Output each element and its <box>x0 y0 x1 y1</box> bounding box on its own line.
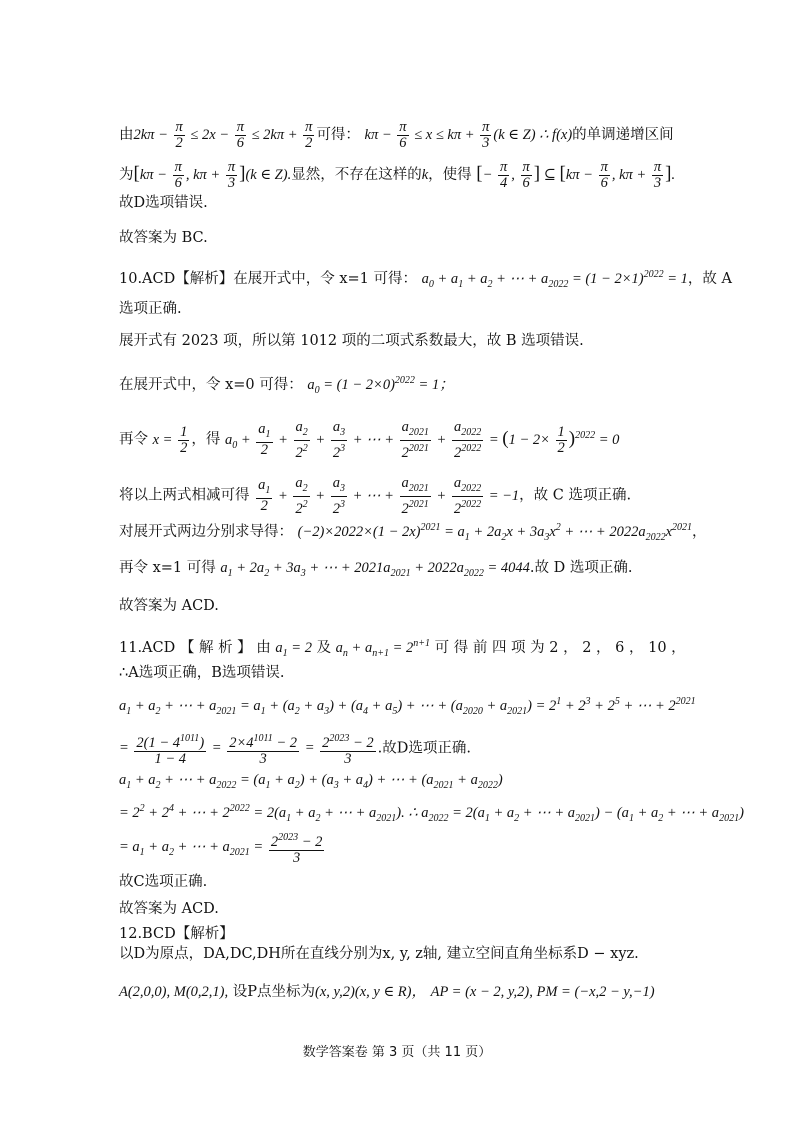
s10-line-6 <box>119 476 694 517</box>
s10-line-1 <box>119 265 732 295</box>
text: 设P点坐标为 <box>232 984 316 1000</box>
text: 将以上两式相减可得 <box>119 487 250 504</box>
math: = $2^2 + 2^4$ + ⋯ + $2^{2022} = 2(a_1 + a_2$ + ⋯ + $a_{2021}$). ∴ $a_{2022} = 2(a_1 + a_2$ + ⋯ + $a_{2021}) - (a_1 + a_2$ + ⋯ + $a_{2021}$) <box>119 803 744 824</box>
s11-line-4 <box>119 731 694 767</box>
text: ，故 A <box>687 270 732 287</box>
text: ，得 <box>191 431 221 448</box>
math: = $\frac{2(1 - 4^{1011})}{1 - 4}$ = $\frac{2\times 4^{1011} - 2}{3}$ = $\frac{2^{2023} - 2}{3}$ <box>119 733 374 767</box>
math: x = $\frac{1}{2}$ <box>152 423 188 456</box>
page-footer: 数学答案卷 第 3 页（共 11 页） <box>302 1045 492 1060</box>
s10-line-3: 展开式有 2023 项，所以第 1012 项的二项式系数最大，故 B 选项错误. <box>119 333 584 349</box>
s11-line-2: ∴A选项正确，B选项错误. <box>119 665 285 681</box>
math: $a_0 = (1 - 2\times 0)^{2022} = 1$； <box>307 375 454 396</box>
math: kπ − $\frac{\pi}{6}$ ≤ x ≤ kπ + $\frac{\pi}{3}$ (k ∈ Z) ∴ f(x) <box>364 119 573 151</box>
s12-line-3 <box>119 982 694 1002</box>
s9-line-3: 故D选项错误. <box>119 195 208 211</box>
math: 2kπ − $\frac{\pi}{2}$ ≤ 2x − $\frac{\pi}{6}$ ≤ 2kπ + $\frac{\pi}{2}$ <box>133 119 313 151</box>
math: $a_1 + a_2$ + ⋯ + $a_{2021} = a_1 + (a_2 + a_3) + (a_4 + a_5)$ + ⋯ + $(a_{2020} + a_{2021}) = 2^1 + 2^3 + 2^5$ + ⋯ + $2^{2021}$ <box>119 696 696 717</box>
text: .故D选项正确. <box>377 740 471 757</box>
text: 11.ACD 【 解 析 】 由 <box>119 639 271 656</box>
text: 再令 <box>119 431 148 448</box>
s11-line-3 <box>119 692 694 722</box>
math: $\frac{a_1}{2}$ + $\frac{a_2}{2^2}$ + $\frac{a_3}{2^3}$ + ⋯ + $\frac{a_{2021}}{2^{2021}}$ + $\frac{a_{2022}}{2^{2022}}$ = −1 <box>258 475 520 517</box>
s10-answer: 故答案为 ACD. <box>119 598 219 614</box>
math: $a_1 + 2a_2 + 3a_3$ + ⋯ + $2021a_{2021} + 2022a_{2022} = 4044$ <box>220 560 530 579</box>
s11-line-5 <box>119 770 694 796</box>
text: .故 D 选项正确. <box>529 560 633 576</box>
s10-line-5 <box>119 420 694 461</box>
text: 由 <box>119 126 134 143</box>
s10-line-4 <box>119 371 694 401</box>
text: 可得： <box>316 126 360 143</box>
text: 对展开式两边分别求导得： <box>119 523 293 540</box>
s10-line-8 <box>119 558 694 584</box>
math: [− $\frac{\pi}{4}$ , $\frac{\pi}{6}$ ] ⊆ [kπ − $\frac{\pi}{6}$ , kπ + $\frac{\pi}{3}$ ]. <box>476 159 676 191</box>
math: AP = (x − 2, y,2), PM = (−x,2 − y,−1) <box>430 984 655 1000</box>
s12-line-2: 以D为原点，DA,DC,DH所在直线分别为x, y, z轴, 建立空间直角坐标系D − xyz. <box>119 946 639 962</box>
math: $a_n + a_{n+1} = 2^{n+1}$ <box>335 638 431 659</box>
s11-answer: 故答案为 ACD. <box>119 901 219 917</box>
s10-line-7: 对展开式两边分别求导得： $(-2)\times 2022\times(1 - 2x)^{2021} = a_1 + 2a_2x + 3a_3x^2$ + ⋯ + $2022a_{2022}x^{2021}$， <box>119 522 707 543</box>
s9-answer: 故答案为 BC. <box>119 230 208 246</box>
text: 显然，不存在这样的 <box>291 166 422 183</box>
s9-line-1 <box>119 120 694 151</box>
math: $(-2)\times 2022\times(1 - 2x)^{2021} = a_1 + 2a_2x + 3a_3x^2$ + ⋯ + $2022a_{2022}x^{2021}$ <box>297 522 693 543</box>
text: 为 <box>119 166 134 183</box>
math: = $a_1 + a_2$ + ⋯ + $a_{2021}$ = $\frac{2^{2023} - 2}{3}$ <box>119 832 323 866</box>
text: 再令 x=1 可得 <box>119 560 216 576</box>
s10-line-2: 选项正确. <box>119 301 182 317</box>
text: 10.ACD【解析】在展开式中，令 x=1 可得： <box>119 270 418 287</box>
s11-line-8: 故C选项正确. <box>119 874 208 890</box>
text: 及 <box>316 639 332 656</box>
math: $a_1 + a_2$ + ⋯ + $a_{2022} = (a_1 + a_2) + (a_3 + a_4)$ + ⋯ + $(a_{2021} + a_{2022})$ <box>119 772 503 791</box>
text: 可 得 前 四 项 为 2 ， 2 ， 6 ， 10 ， <box>434 639 686 656</box>
text: ，使得 <box>428 166 472 183</box>
math: k <box>421 166 429 183</box>
text: 在展开式中，令 x=0 可得： <box>119 376 303 393</box>
s12-line-1: 12.BCD【解析】 <box>119 926 234 942</box>
s9-line-2 <box>119 160 694 191</box>
text: ，故 C 选项正确. <box>519 487 632 504</box>
math: $a_0$ + $\frac{a_1}{2}$ + $\frac{a_2}{2^2}$ + $\frac{a_3}{2^3}$ + ⋯ + $\frac{a_{2021}}{2^{2021}}$ + $\frac{a_{2022}}{2^{2022}}$ = (1 − 2× $\frac{1}{2}$ )$^{2022}$ = 0 <box>224 419 620 461</box>
math: $a_0 + a_1 + a_2$ + ⋯ + $a_{2022} = (1 - 2\times 1)^{2022} = 1$ <box>421 269 688 290</box>
text: 的单调递增区间 <box>572 126 674 143</box>
math: $a_1 = 2$ <box>275 639 312 659</box>
s11-line-6 <box>119 799 744 829</box>
s11-line-1 <box>119 634 694 664</box>
math: A(2,0,0), M(0,2,1), <box>119 984 229 1000</box>
math: (x, y,2)(x, y ∈ R)， <box>315 984 426 1000</box>
math: [kπ − $\frac{\pi}{6}$ , kπ + $\frac{\pi}{3}$ ](k ∈ Z). <box>133 159 292 191</box>
s11-line-7 <box>119 830 694 866</box>
